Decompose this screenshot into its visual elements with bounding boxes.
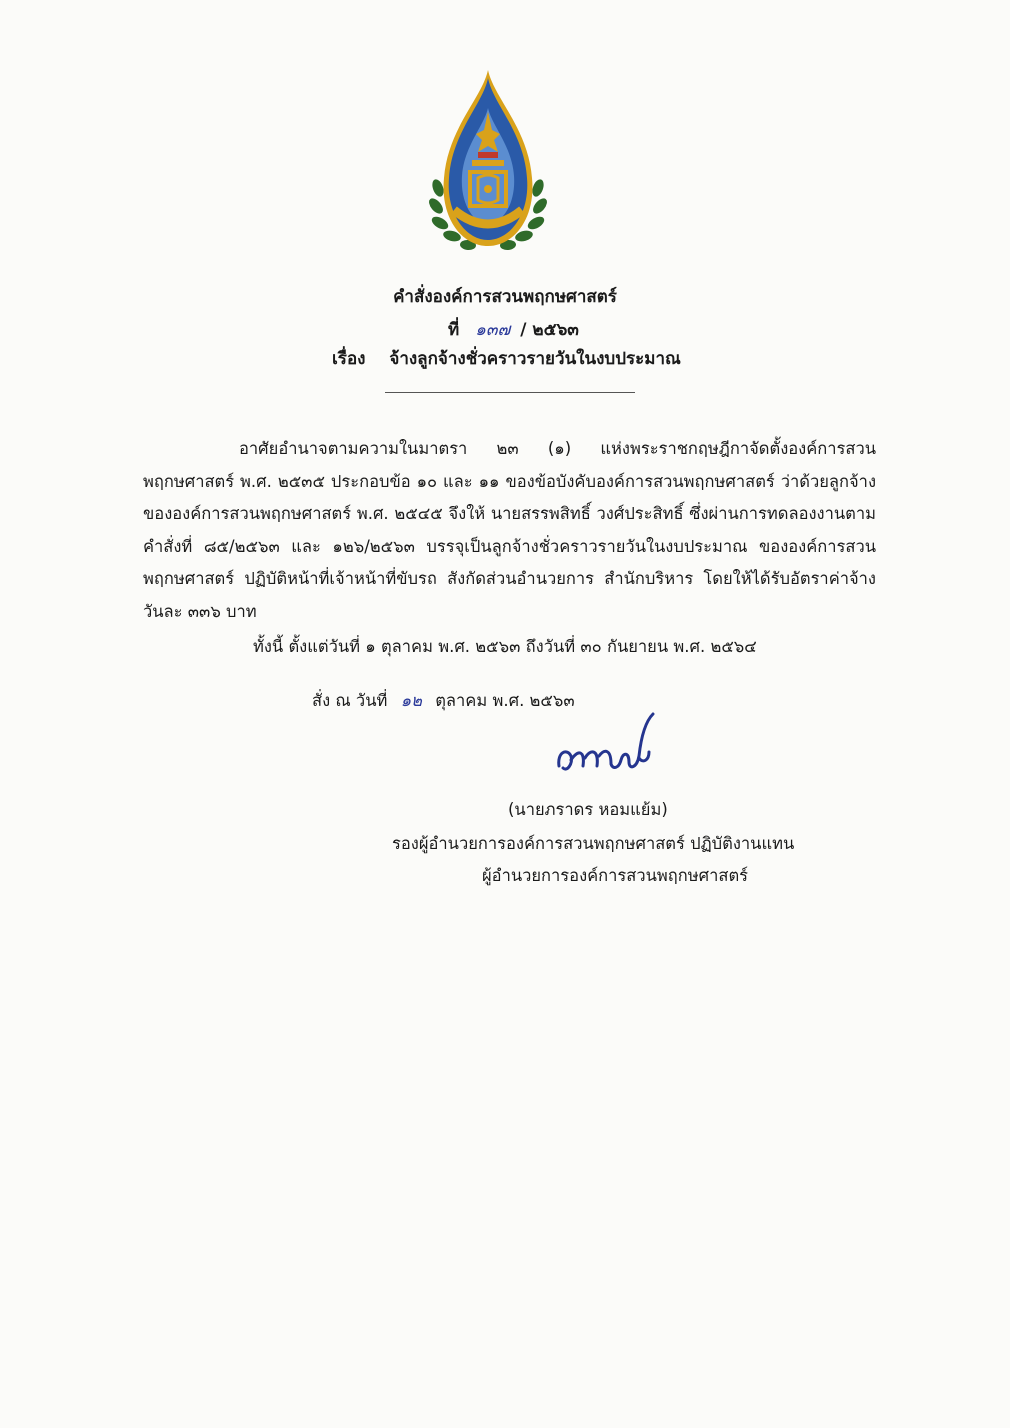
given-month-year: ตุลาคม พ.ศ. ๒๕๖๓ xyxy=(435,691,575,710)
signer-position-line1: รองผู้อำนวยการองค์การสวนพฤกษศาสตร์ ปฏิบัติงานแทน xyxy=(392,834,795,853)
handwritten-day: ๑๒ xyxy=(400,691,422,710)
given-date xyxy=(312,688,575,714)
body-paragraph: อาศัยอำนาจตามความในมาตรา ๒๓ (๑) แห่งพระราชกฤษฎีกาจัดตั้งองค์การสวนพฤกษศาสตร์ พ.ศ. ๒๕๓๕ ประกอบข้อ ๑๐ และ ๑๑ ของข้อบังคับองค์การสวนพฤกษศาสตร์ ว่าด้วยลูกจ้างขององค์การสวนพฤกษศาสตร์ พ.ศ. ๒๕๔๕ จึงให้ นายสรรพสิทธิ์ วงศ์ประสิทธิ์ ซึ่งผ่านการทดลองงานตามคำสั่งที่ ๘๕/๒๕๖๓ และ ๑๒๖/๒๕๖๓ บรรจุเป็นลูกจ้างชั่วคราวรายวันในงบประมาณ ขององค์การสวนพฤกษศาสตร์ ปฏิบัติหน้าที่เจ้าหน้าที่ขับรถ สังกัดส่วนอำนวยการ สำนักบริหาร โดยให้ได้รับอัตราค่าจ้างวันละ ๓๓๖ บาท xyxy=(143,439,876,621)
order-number xyxy=(448,316,579,343)
subject-text: จ้างลูกจ้างชั่วคราวรายวันในงบประมาณ xyxy=(389,349,681,369)
document-title: คำสั่งองค์การสวนพฤกษศาสตร์ xyxy=(393,287,617,307)
order-label: ที่ xyxy=(448,320,460,340)
signature-icon xyxy=(545,708,665,788)
signer-position-line2: ผู้อำนวยการองค์การสวนพฤกษศาสตร์ xyxy=(482,866,749,885)
effective-period: ทั้งนี้ ตั้งแต่วันที่ ๑ ตุลาคม พ.ศ. ๒๕๖๓ ถึงวันที่ ๓๐ กันยายน พ.ศ. ๒๕๖๔ xyxy=(253,637,757,656)
order-year: / ๒๕๖๓ xyxy=(520,320,579,340)
subject-line xyxy=(332,345,681,372)
given-prefix: สั่ง ณ วันที่ xyxy=(312,691,388,710)
subject-label: เรื่อง xyxy=(332,349,366,369)
handwritten-order-number: ๑๓๗ xyxy=(475,320,511,340)
signer-name: (นายภราดร หอมแย้ม) xyxy=(508,800,668,819)
order-body xyxy=(143,433,876,628)
divider xyxy=(385,392,635,393)
organization-emblem-icon xyxy=(428,68,548,256)
